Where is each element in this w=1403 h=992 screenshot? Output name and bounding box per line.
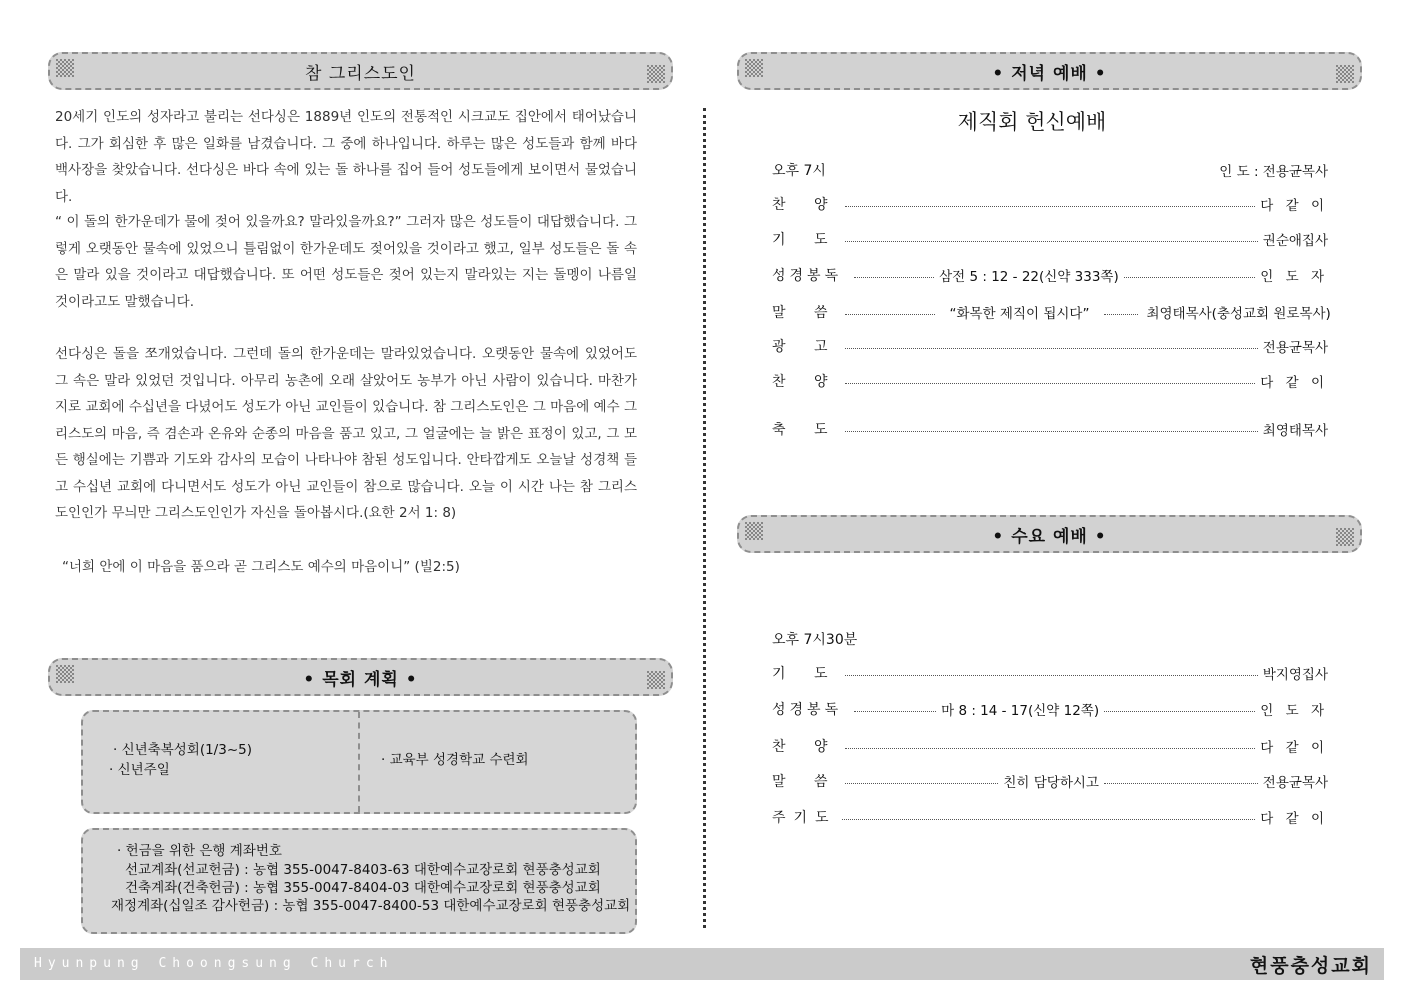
footer-korean-name: 현풍충성교회: [1249, 955, 1372, 977]
order-person: 인 도 자: [1260, 703, 1328, 719]
plan-item: · 교육부 성경학교 수련회: [381, 752, 529, 768]
plan-title: • 목회 계획 •: [303, 669, 418, 690]
order-detail: 삼전 5 : 12 - 22(신약 333쪽): [939, 269, 1119, 285]
wednesday-title: • 수요 예배 •: [992, 526, 1107, 547]
bank-account-line: 재정계좌(십일조 감사헌금) : 농협 355-0047-8400-53 대한예수교장로회 현풍충성교회: [111, 898, 631, 914]
order-row-praise: [772, 735, 1328, 757]
order-label: 기 도: [772, 666, 840, 682]
column-divider: [703, 108, 706, 928]
order-person: 최영태목사: [1262, 423, 1328, 439]
order-person: 다 같 이: [1260, 198, 1328, 214]
bank-heading: · 헌금을 위한 은행 계좌번호: [117, 843, 282, 859]
checker-corner-icon: [56, 665, 74, 683]
evening-leader: 인 도 : 전용균목사: [1219, 164, 1328, 180]
order-row-announce: [772, 335, 1328, 357]
order-label: 찬 양: [772, 374, 840, 390]
order-label: 광 고: [772, 339, 840, 355]
order-detail: “화목한 제직이 됩시다”: [949, 306, 1090, 322]
order-label: 말 씀: [772, 774, 840, 790]
order-row-prayer: [772, 662, 1328, 684]
essay-paragraph-1: 20세기 인도의 성자라고 불리는 선다싱은 1889년 인도의 전통적인 시크교도 집안에서 태어났습니다. 그가 회심한 후 많은 일화를 남겼습니다. 그 중에 하나입니다. 하루는 많은 성도들과 함께 바다 백사장을 찾았습니다. 선다싱은 바다 속에 있는 돌 하나를 집어 들어 성도들에게 보이면서 물었습니다.: [55, 109, 637, 205]
order-person: 다 같 이: [1260, 375, 1328, 391]
checker-corner-icon: [745, 59, 763, 77]
evening-header: [737, 52, 1362, 90]
checker-corner-icon: [647, 65, 665, 83]
wednesday-time: 오후 7시30분: [772, 632, 858, 648]
order-row-reading: [772, 698, 1328, 720]
order-person: 전용균목사: [1262, 775, 1329, 791]
essay-header: [48, 52, 673, 90]
order-label: 기 도: [772, 232, 840, 248]
order-label: 축 도: [772, 422, 840, 438]
checker-corner-icon: [1336, 65, 1354, 83]
order-person: 최영태목사(충성교회 원로목사): [1146, 306, 1331, 322]
order-row-reading: [772, 264, 1328, 286]
plan-item: · 신년주일: [109, 762, 170, 778]
order-label: 말 씀: [772, 305, 840, 321]
bank-account-line: 건축계좌(건축헌금) : 농협 355-0047-8404-03 대한예수교장로회 현풍충성교회: [125, 880, 601, 896]
plan-box: [81, 710, 637, 814]
evening-subtitle: 제직회 헌신예배: [957, 110, 1107, 134]
essay-title: 참 그리스도인: [305, 63, 416, 84]
plan-item: · 신년축복성회(1/3~5): [113, 742, 252, 758]
bank-box: [81, 828, 637, 934]
essay-quote: “너희 안에 이 마음을 품으라 곧 그리스도 예수의 마음이니” (빌2:5): [62, 559, 460, 575]
footer-bar: [20, 948, 1384, 980]
order-label: 찬 양: [772, 739, 840, 755]
wednesday-header: [737, 515, 1362, 553]
checker-corner-icon: [647, 671, 665, 689]
evening-title: • 저녁 예배 •: [992, 63, 1107, 84]
order-row-praise: [772, 370, 1328, 392]
order-person: 다 같 이: [1260, 811, 1328, 827]
order-row-prayer: [772, 228, 1328, 250]
plan-divider: [358, 712, 360, 812]
order-person: 전용균목사: [1262, 340, 1328, 356]
essay-paragraph-2: “ 이 돌의 한가운데가 물에 젖어 있을까요? 말라있을까요?” 그러자 많은 성도들이 대답했습니다. 그렇게 오랫동안 물속에 있었으니 틀림없이 한가운데도 젖어있을 것이라고 했고, 일부 성도들은 돌 속은 말라 있을 것이라고 대답했습니다. 또 어떤 성도들은 젖어 있는지 말라있는 지는 돌멩이 나름일 것이라고도 말했습니다.: [55, 214, 637, 310]
order-detail: 친히 담당하시고: [1003, 775, 1099, 791]
evening-time: 오후 7시: [772, 163, 826, 179]
order-label: 성경봉독: [772, 702, 843, 718]
order-person: 박지영집사: [1262, 667, 1328, 683]
order-label: 주기도: [772, 810, 837, 826]
checker-corner-icon: [745, 522, 763, 540]
order-person: 인 도 자: [1260, 269, 1328, 285]
order-row-praise: [772, 193, 1328, 215]
order-person: 권순애집사: [1262, 233, 1328, 249]
footer-english-name: Hyunpung Choongsung Church: [34, 956, 394, 971]
essay-paragraph-3: 선다싱은 돌을 쪼개었습니다. 그런데 돌의 한가운데는 말라있었습니다. 오랫동안 물속에 있었어도 그 속은 말라 있었던 것입니다. 아무리 농촌에 오래 살았어도 농부가 아닌 사람이 있습니다. 마찬가지로 교회에 수십년을 다녔어도 성도가 아닌 교인들이 있습니다. 참 그리스도인은 그 마음에 예수 그리스도의 마음, 즉 겸손과 온유와 순종의 마음을 품고 있고, 그 얼굴에는 늘 밝은 표정이 있고, 그 모든 행실에는 기쁨과 기도와 감사의 모습이 나타나야 참된 성도입니다. 안타깝게도 오늘날 성경책 들고 수십년 교회에 다니면서도 성도가 아닌 교인들이 참으로 많습니다. 오늘 이 시간 나는 참 그리스도인인가 무늬만 그리스도인인가 자신을 돌아봅시다.(요한 2서 1: 8): [55, 346, 637, 521]
order-row-lords-prayer: [772, 806, 1328, 828]
order-row-sermon: [772, 770, 1328, 792]
order-label: 찬 양: [772, 197, 840, 213]
plan-header: [48, 658, 673, 696]
order-row-sermon: [772, 301, 1331, 323]
order-detail: 마 8 : 14 - 17(신약 12쪽): [941, 703, 1100, 719]
order-row-benediction: [772, 418, 1328, 440]
order-person: 다 같 이: [1260, 740, 1328, 756]
order-label: 성경봉독: [772, 268, 843, 284]
bank-account-line: 선교계좌(선교헌금) : 농협 355-0047-8403-63 대한예수교장로회 현풍충성교회: [125, 862, 601, 878]
checker-corner-icon: [1336, 528, 1354, 546]
checker-corner-icon: [56, 59, 74, 77]
